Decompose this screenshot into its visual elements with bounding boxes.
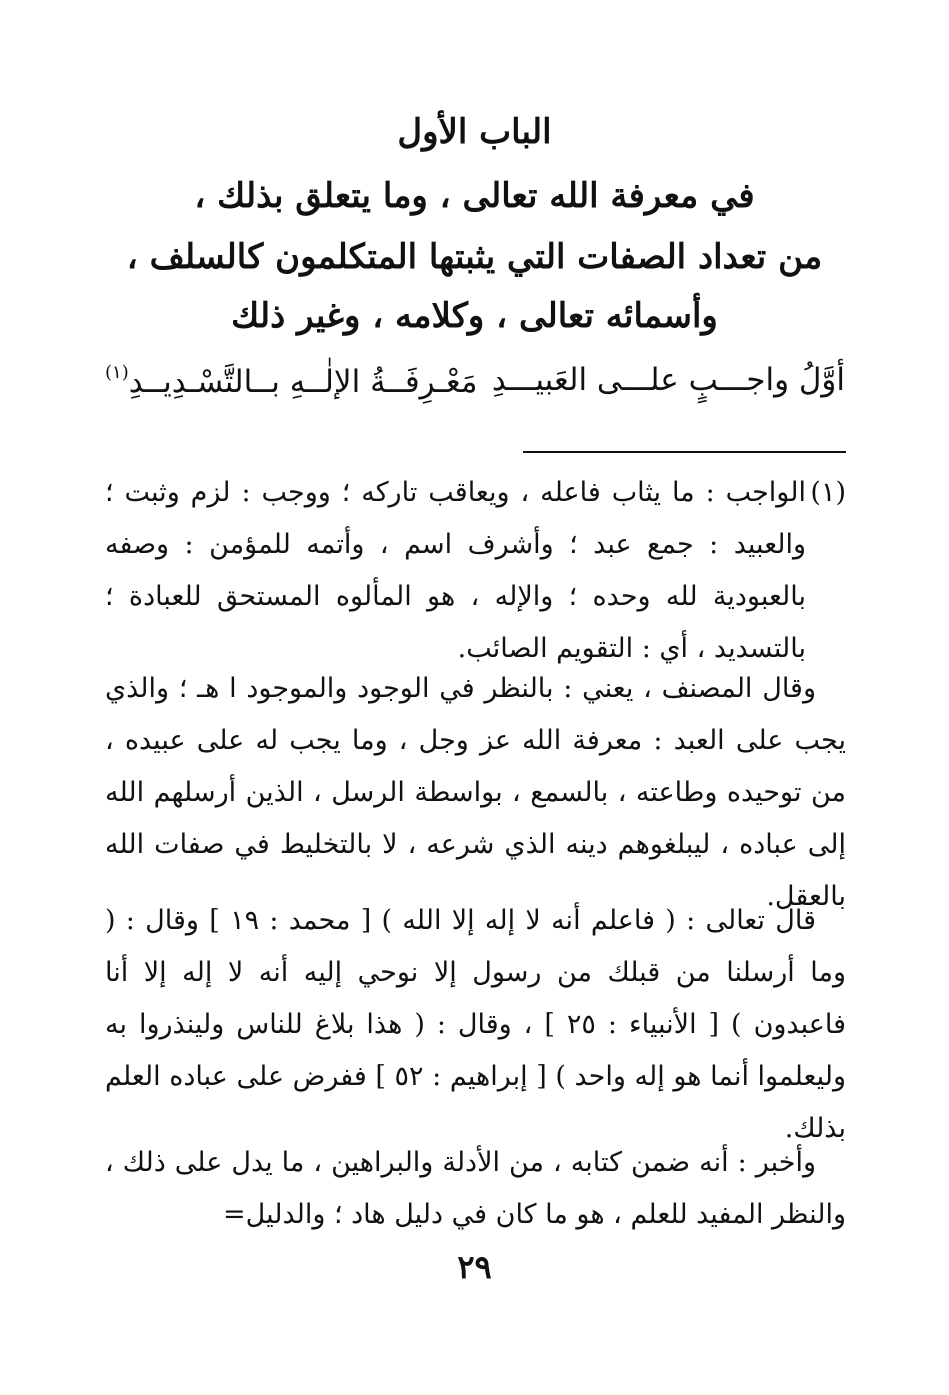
footnote-separator: [523, 451, 846, 453]
verse-hemistich-second-text: مَعْـرِفَــةُ الإلٰــهِ بــالتَّسْـدِيــدِ: [128, 364, 478, 400]
poem-verse: [105, 362, 845, 418]
footnote-number: (١): [810, 477, 846, 508]
verse-hemistich-second: [105, 362, 477, 400]
chapter-title: الباب الأول: [397, 112, 552, 152]
chapter-subtitle-line-2: من تعداد الصفات التي يثبتها المتكلمون كالسلف ،: [126, 237, 823, 277]
footnote-paragraph-1: [105, 467, 846, 675]
footnote-marker: (١): [105, 362, 129, 383]
page-number: ٢٩: [457, 1248, 492, 1286]
footnote-paragraph-1-text: الواجب : ما يثاب فاعله ، ويعاقب تاركه ؛ ووجب : لزم وثبت ؛ والعبيد : جمع عبد ؛ وأشرف اسم ، وأتمه للمؤمن : وصفه بالعبودية لله وحده ؛ والإله ، هو المألوه المستحق للعبادة ؛ بالتسديد ، أي : التقويم الصائب.: [105, 477, 806, 664]
chapter-subtitle-line-1: في معرفة الله تعالى ، وما يتعلق بذلك ،: [194, 176, 755, 216]
footnote-paragraph-2: وقال المصنف ، يعني : بالنظر في الوجود والموجود ا هـ ؛ والذي يجب على العبد : معرفة الله عز وجل ، وما يجب له على عبيده ، من توحيده وطاعته ، بالسمع ، بواسطة الرسل ، الذين أرسلهم الله إلى عباده ، ليبلغوهم دينه الذي شرعه ، لا بالتخليط في صفات الله بالعقل.: [105, 673, 846, 912]
footnote-paragraph-3: قال تعالى : ( فاعلم أنه لا إله إلا الله ) [ محمد : ١٩ ] وقال : ( وما أرسلنا من قبلك من رسول إلا نوحي إليه أنه لا إله إلا أنا فاعبدون ) [ الأنبياء : ٢٥ ] ، وقال : ( هذا بلاغ للناس ولينذروا به وليعلموا أنما هو إله واحد ) [ إبراهيم : ٥٢ ] ففرض على عباده العلم بذلك.: [105, 905, 846, 1144]
footnote-paragraph-4: وأخبر : أنه ضمن كتابه ، من الأدلة والبراهين ، ما يدل على ذلك ، والنظر المفيد للعلم ، هو ما كان في دليل هاد ؛ والدليل=: [105, 1147, 846, 1230]
chapter-subtitle-line-3: وأسمائه تعالى ، وكلامه ، وغير ذلك: [231, 296, 718, 336]
verse-hemistich-first: أوَّلُ واجـــبٍ علـــى العَبيـــدِ: [491, 362, 845, 398]
